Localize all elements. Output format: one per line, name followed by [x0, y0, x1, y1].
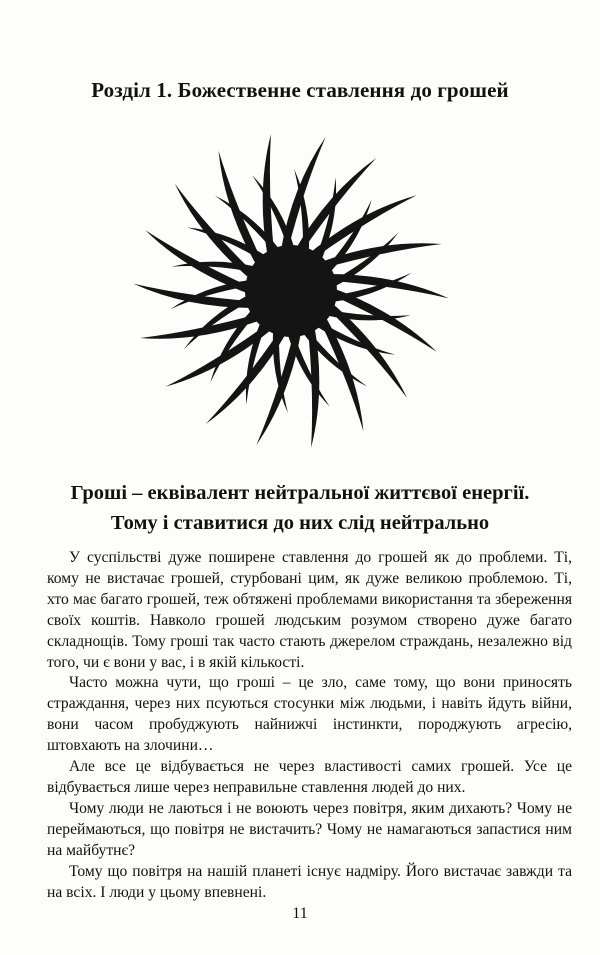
page-number: 11: [292, 905, 308, 922]
sun-ornament-icon: [118, 118, 464, 464]
chapter-title: Розділ 1. Божественне ставлення до грошей: [91, 78, 509, 102]
section-title-line-2: Тому і ставитися до них слід нейтрально: [110, 512, 490, 534]
ornament-ray: [252, 175, 294, 247]
ornament-ray: [288, 335, 330, 407]
section-title-line-1: Гроші – еквівалент нейтральної життєвої енергії.: [70, 482, 530, 504]
body-text: [47, 548, 572, 903]
paragraph: Чому люди не лаються і не воюють через повітря, яким дихають? Чому не переймаються, що повітря не вистачить? Чому не намагаються запастися ним на майбутнє?: [47, 799, 572, 859]
paragraph: Тому що повітря на нашій планеті існує надміру. Його вистачає завжди та на всіх. І люди у цьому впевнені.: [47, 862, 572, 901]
paragraph: Часто можна чути, що гроші – це зло, саме тому, що вони приносять страждання, через них псуються стосунки між людьми, і навіть йдуть війни, вони часом пробуджують найнижчі інстинкти, породжують агресію, штовхають на злочини…: [47, 674, 572, 755]
paragraph: Але все це відбувається не через властивості самих грошей. Усе це відбувається лише через неправильне ставлення людей до них.: [47, 758, 572, 796]
paragraph: У суспільстві дуже поширене ставлення до грошей як до проблеми. Ті, кому не вистачає грошей, стурбовані цим, як дуже великою проблемою. Ті, хто має багато грошей, теж обтяжені проблемами використання та збереження своїх коштів. Навколо грошей людським розумом створено дуже багато складнощів. Тому гроші так часто стають джерелом страждань, незалежно від того, чи є вони у вас, і в якій кількості.: [47, 549, 572, 671]
section-title: [30, 478, 570, 538]
